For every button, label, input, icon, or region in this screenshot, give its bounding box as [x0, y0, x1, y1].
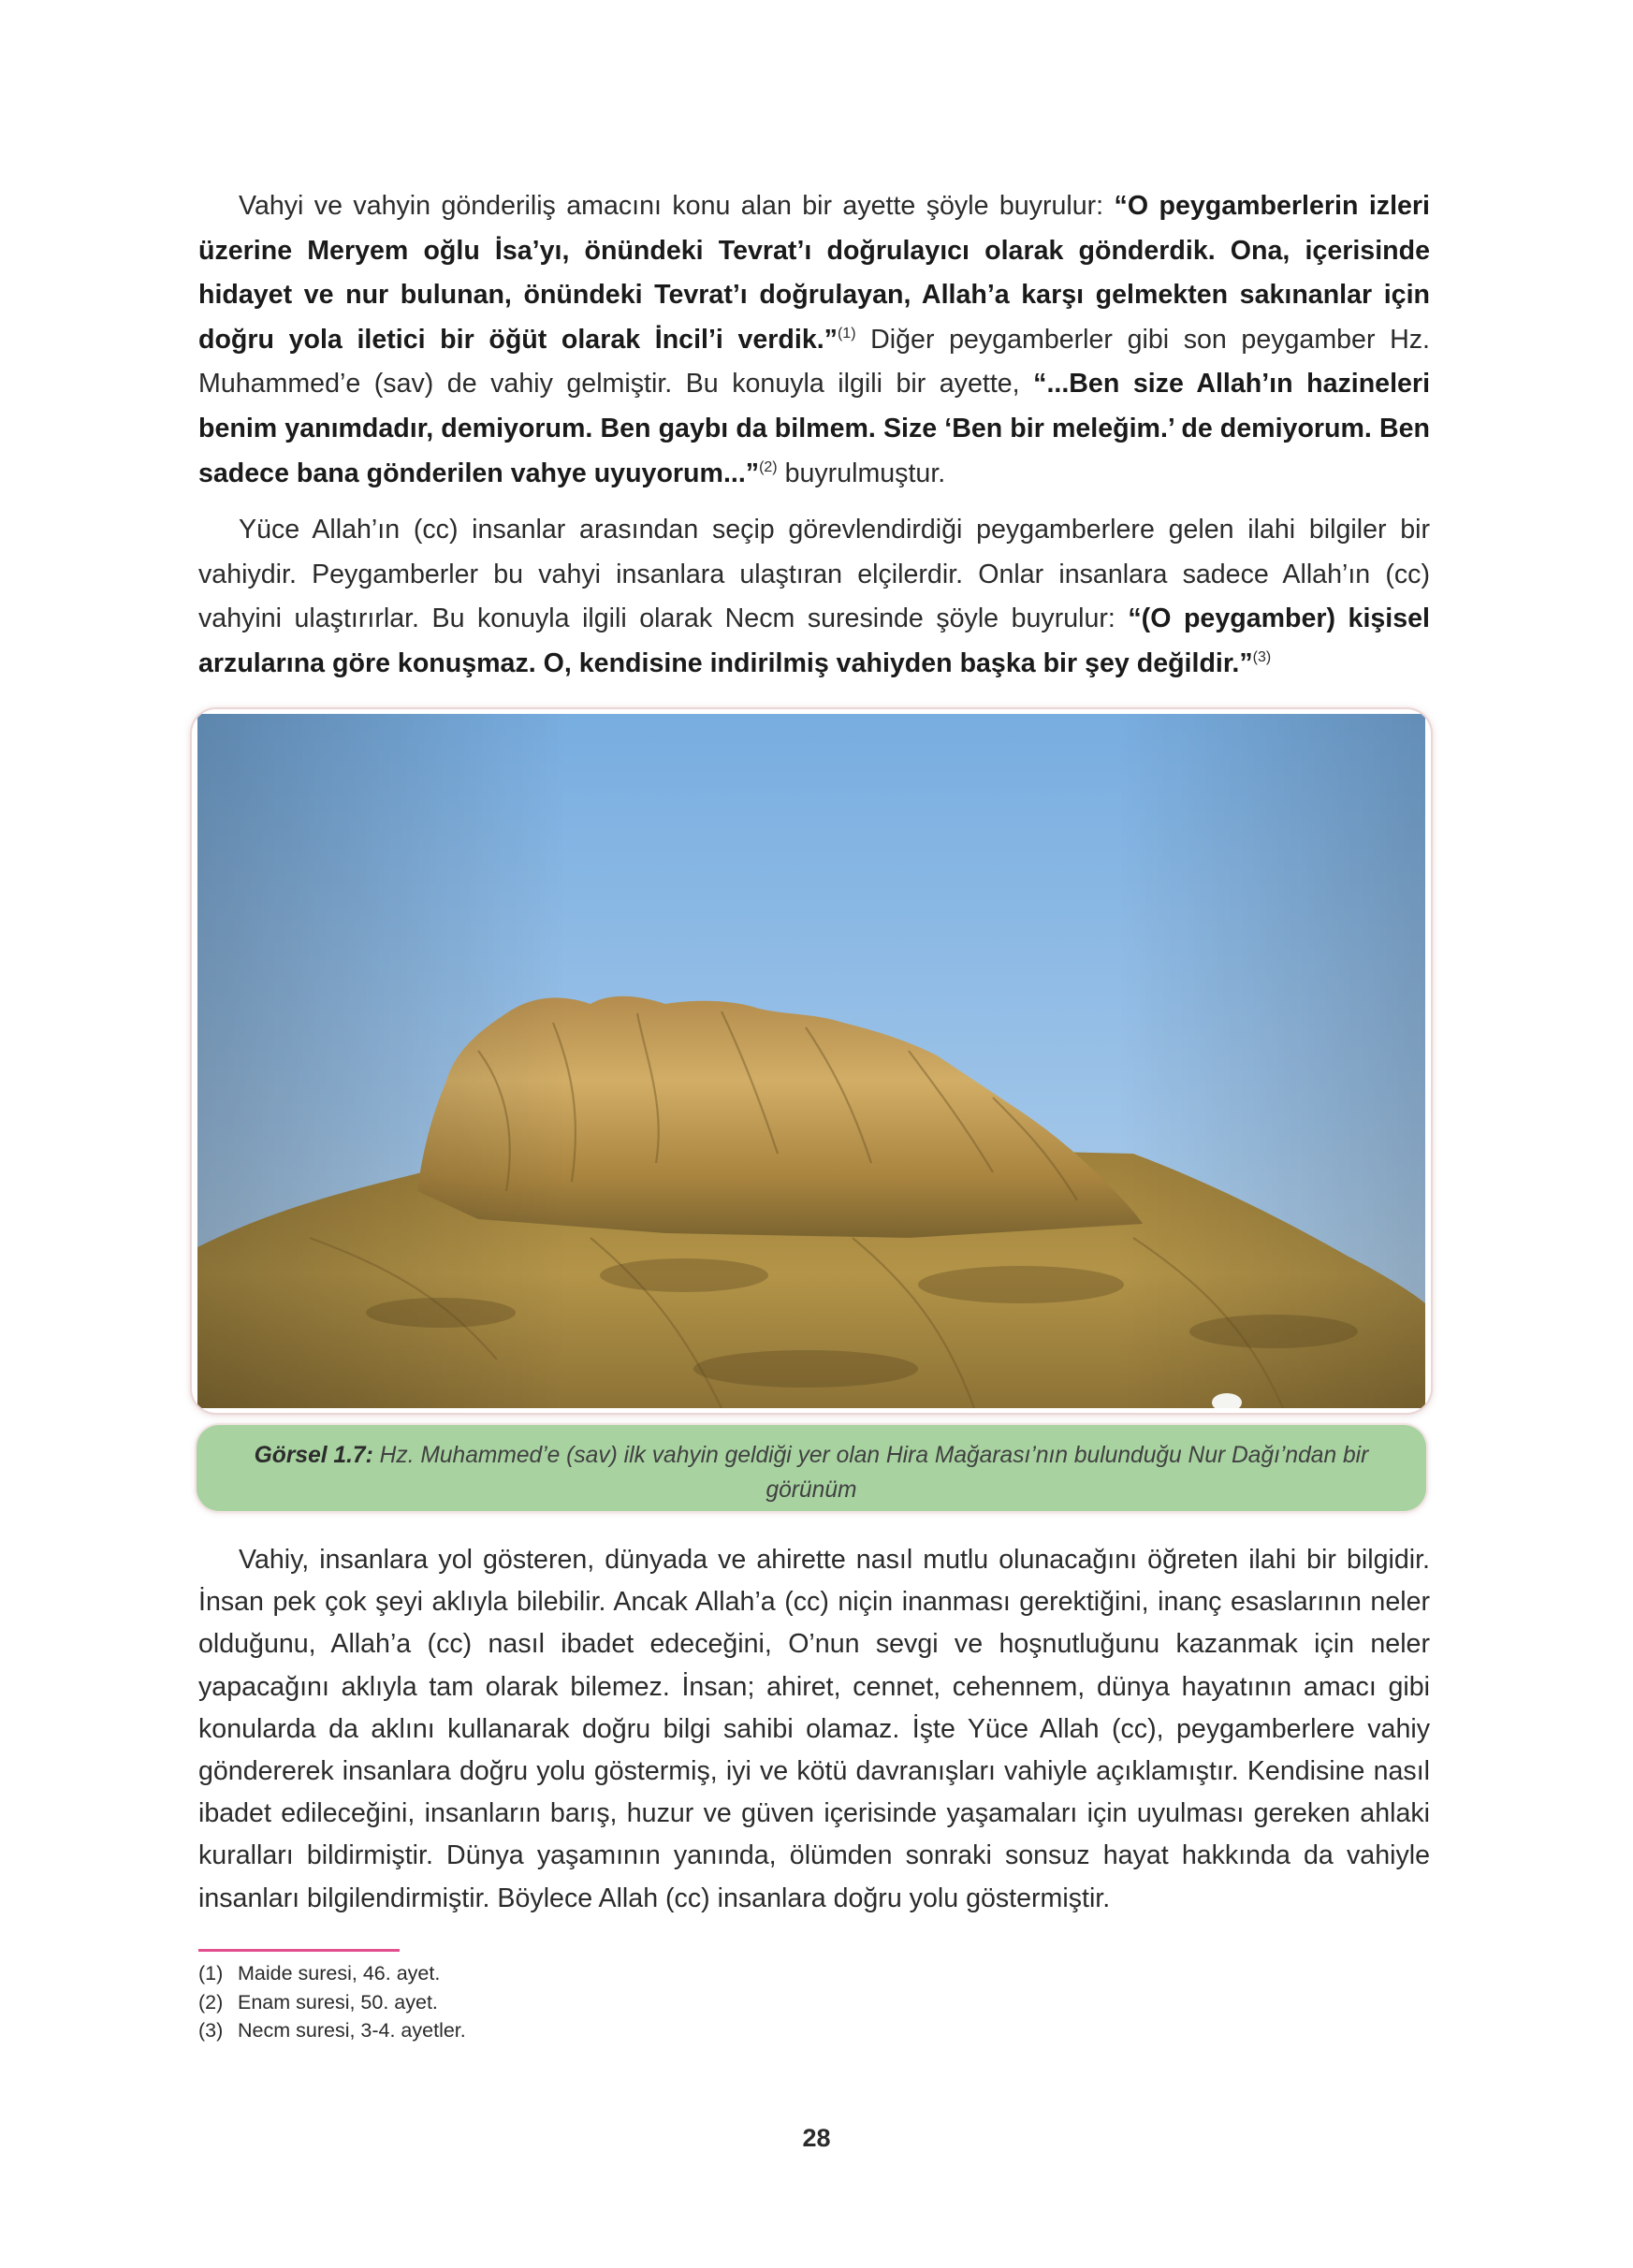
footnote-ref-3: (3) [1252, 648, 1272, 665]
paragraph-vahiy [198, 1539, 1430, 1920]
verse-quote-necm: “(O peygamber) kişisel arzularına göre konuşmaz. O, kendisine indirilmiş vahiyden başka bir şey değildir.” [198, 603, 1430, 678]
verse-quote-enam: “...Ben size Allah’ın hazineleri benim yanımdadır, demiyorum. Ben gaybı da bilmem. Size ‘Ben bir meleğim.’ de demiyorum. Ben sadece bana gönderilen vahye uyuyorum...” [198, 369, 1431, 488]
page-number: 28 [802, 2124, 831, 2152]
footnote-item [198, 2016, 466, 2045]
footnote-ref-1: (1) [837, 325, 856, 342]
intro-text-3: buyrulmuştur. [777, 458, 946, 488]
footnote-number: (2) [198, 1990, 224, 2014]
paragraph-revelation [198, 508, 1430, 686]
figure-label: Görsel 1.7: [254, 1443, 373, 1468]
verse-quote-maide: “O peygamberlerin izleri üzerine Meryem oğlu İsa’yı, önündeki Tevrat’ı doğrulayıcı olarak gönderdik. Ona, içerisinde hidayet ve nur bulunan, önündeki Tevrat’ı doğrulayan, Allah’a karşı gelmekten sakınanlar için doğru yola iletici bir öğüt olarak İncil’i verdik.” [198, 191, 1430, 355]
footnote-number: (3) [198, 2019, 224, 2042]
footnote-text: Necm suresi, 3-4. ayetler. [238, 2019, 466, 2042]
vahiy-text: Vahiy, insanlara yol gösteren, dünyada ve ahirette nasıl mutlu olunacağını öğreten ilahi bir bilgidir. İnsan pek çok şeyi aklıyla bilebilir. Ancak Allah’a (cc) niçin inanması gerektiğini, inanç esaslarının neler olduğunu, Allah’a (cc) nasıl ibadet edeceğini, O’nun sevgi ve hoşnutluğunu kazanmak için neler yapacağını aklıyla tam olarak bilemez. İnsan; ahiret, cennet, cehennem, dünya hayatının amacı gibi konularda da aklını kullanarak doğru bilgi sahibi olamaz. İşte Yüce Allah (cc), peygamberlere vahiy göndererek insanlara doğru yolu göstermiş, iyi ve kötü davranışları vahiyle açıklamıştır. Kendisine nasıl ibadet edileceğini, insanların barış, huzur ve güven içerisinde yaşamaları için uyulması gereken ahlaki kuralları bildirmiştir. Dünya yaşamının yanında, ölümden sonraki sonsuz hayat hakkında da vahiyle insanları bilgilendirmiştir. Böylece Allah (cc) insanlara doğru yolu göstermiştir. [198, 1545, 1430, 1913]
footnote-number: (1) [198, 1962, 224, 1985]
figure-caption [197, 1425, 1426, 1511]
nur-mountain-image [197, 714, 1425, 1408]
intro-text-2: Diğer peygamberler gibi son peygamber Hz. Muhammed’e (sav) de vahiy gelmiştir. Bu konuyla ilgili bir ayette, [198, 324, 1430, 400]
figure-photo [192, 709, 1431, 1413]
paragraph-intro [198, 184, 1430, 496]
intro-text: Vahyi ve vahyin gönderiliş amacını konu alan bir ayette şöyle buyrulur: [239, 191, 1115, 221]
footnotes [198, 1959, 466, 2045]
figure-caption-text: Hz. Muhammed’e (sav) ilk vahyin geldiği yer olan Hira Mağarası’nın bulunduğu Nur Dağı’ndan bir görünüm [372, 1443, 1369, 1503]
footnote-text: Maide suresi, 46. ayet. [238, 1962, 441, 1985]
footnote-text: Enam suresi, 50. ayet. [238, 1990, 438, 2014]
footnote-item [198, 1988, 466, 2017]
revelation-text: Yüce Allah’ın (cc) insanlar arasından seçip görevlendirdiği peygamberlere gelen ilahi bilgiler bir vahiydir. Peygamberler bu vahyi insanlara ulaştıran elçilerdir. Onlar insanlara sadece Allah’ın (cc) vahyini ulaştırırlar. Bu konuyla ilgili olarak Necm suresinde şöyle buyrulur: [198, 515, 1430, 634]
footnote-item [198, 1959, 466, 1988]
footnote-divider [198, 1949, 400, 1952]
footnote-ref-2: (2) [759, 458, 778, 475]
